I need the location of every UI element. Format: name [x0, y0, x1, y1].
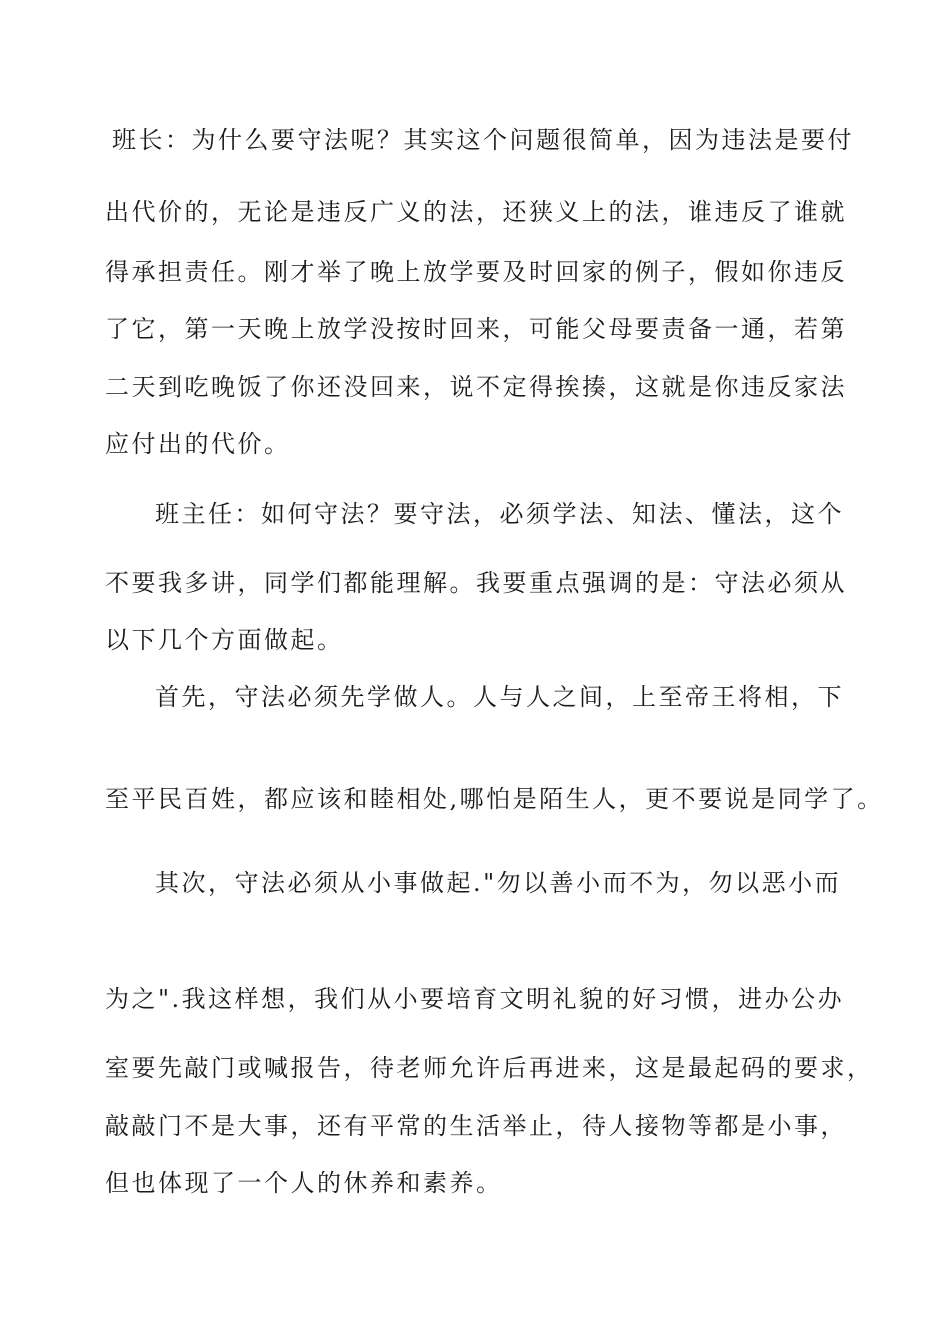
paragraph-teacher-line-3: 以下几个方面做起。	[105, 626, 344, 654]
paragraph-monitor-line-6: 应付出的代价。	[105, 430, 291, 458]
paragraph-monitor-line-1: 班长：为什么要守法呢？其实这个问题很简单，因为违法是要付	[112, 126, 854, 154]
paragraph-second-line-3: 室要先敲门或喊报告，待老师允许后再进来，这是最起码的要求，	[105, 1054, 874, 1082]
paragraph-first-line-1: 首先，守法必须先学做人。人与人之间，上至帝王将相，下	[155, 683, 844, 711]
paragraph-teacher-line-1: 班主任：如何守法？要守法，必须学法、知法、懂法，这个	[155, 500, 844, 528]
paragraph-monitor-line-3: 得承担责任。刚才举了晚上放学要及时回家的例子，假如你违反	[105, 258, 847, 286]
paragraph-monitor-line-5: 二天到吃晚饭了你还没回来，说不定得挨揍，这就是你违反家法	[105, 373, 847, 401]
paragraph-second-line-1: 其次，守法必须从小事做起."勿以善小而不为，勿以恶小而	[155, 869, 842, 897]
paragraph-monitor-line-2: 出代价的，无论是违反广义的法，还狭义上的法，谁违反了谁就	[105, 198, 847, 226]
paragraph-second-line-4: 敲敲门不是大事，还有平常的生活举止，待人接物等都是小事，	[105, 1112, 847, 1140]
paragraph-first-line-2: 至平民百姓，都应该和睦相处,哪怕是陌生人，更不要说是同学了。	[105, 785, 884, 813]
paragraph-monitor-line-4: 了它，第一天晚上放学没按时回来，可能父母要责备一通，若第	[105, 315, 847, 343]
paragraph-second-line-2: 为之".我这样想，我们从小要培育文明礼貌的好习惯，进办公办	[105, 985, 845, 1013]
paragraph-second-line-5: 但也体现了一个人的休养和素养。	[105, 1169, 503, 1197]
paragraph-teacher-line-2: 不要我多讲，同学们都能理解。我要重点强调的是：守法必须从	[105, 569, 847, 597]
